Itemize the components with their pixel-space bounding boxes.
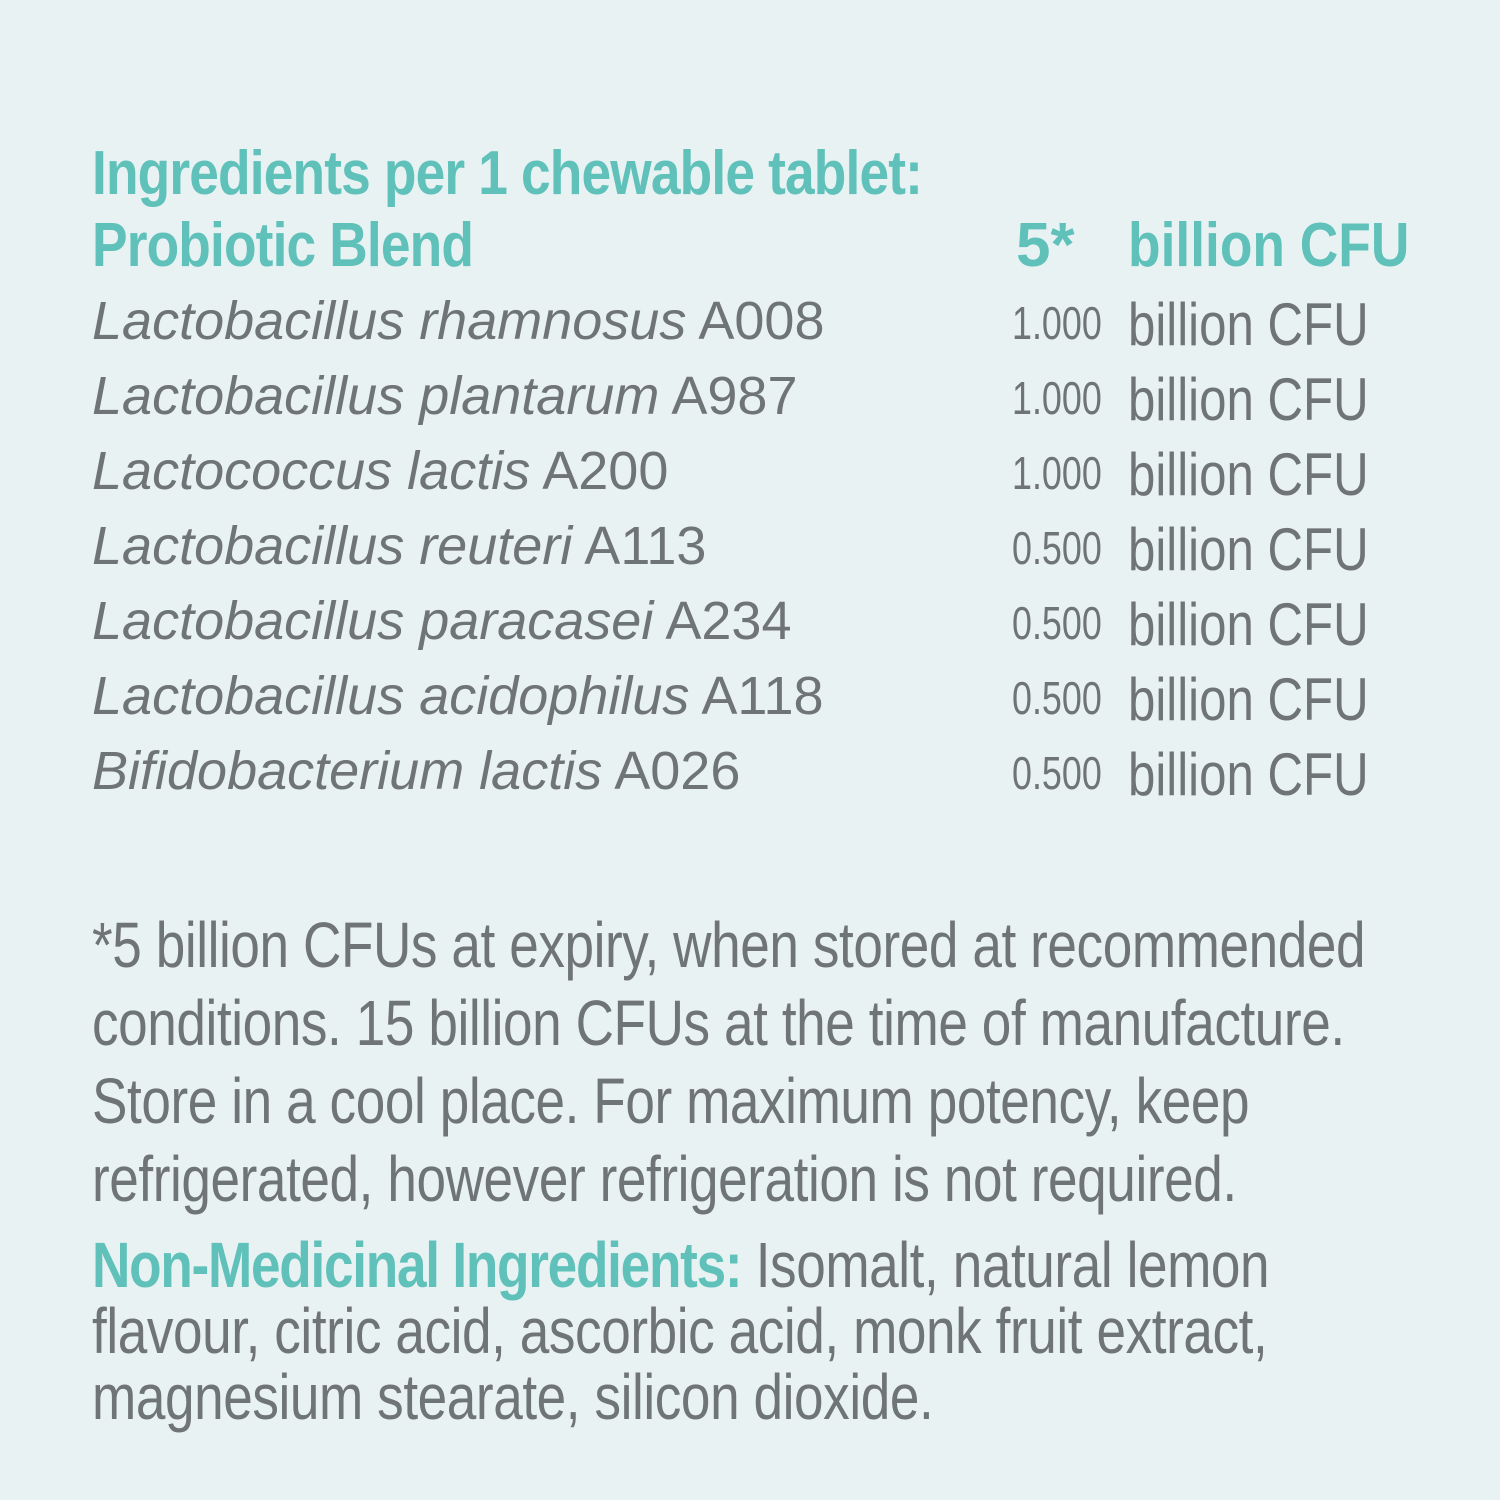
strain-amount: 1.000 xyxy=(1012,372,1102,424)
strain-name xyxy=(92,590,792,652)
strain-list xyxy=(92,290,1392,815)
storage-footnote: *5 billion CFUs at expiry, when stored at recommended conditions. 15 billion CFUs at the time of manufacture. Store in a cool place. For maximum potency, keep refrigerated, however refrigeration is not required. xyxy=(92,909,1366,1215)
strain-amount: 1.000 xyxy=(1012,297,1102,349)
strain-unit: billion CFU xyxy=(1128,666,1369,733)
strain-code: A987 xyxy=(671,366,798,426)
ingredients-title: Ingredients per 1 chewable tablet: xyxy=(92,139,923,208)
strain-code: A026 xyxy=(614,741,741,801)
non-medicinal-text: Isomalt, natural lemon flavour, citric acid, ascorbic acid, monk fruit extract, magnesium stearate, silicon dioxide. xyxy=(92,1229,1270,1433)
strain-code: A008 xyxy=(698,291,825,351)
strain-species: Lactobacillus rhamnosus xyxy=(92,291,687,351)
strain-row xyxy=(92,590,1392,665)
strain-amount: 0.500 xyxy=(1012,672,1102,724)
strain-row xyxy=(92,290,1392,365)
strain-code: A118 xyxy=(701,666,824,726)
strain-species: Lactobacillus paracasei xyxy=(92,591,654,651)
strain-row xyxy=(92,515,1392,590)
strain-unit: billion CFU xyxy=(1128,591,1369,658)
non-medicinal-ingredients xyxy=(92,1229,1403,1433)
strain-species: Lactobacillus acidophilus xyxy=(92,666,690,726)
strain-unit: billion CFU xyxy=(1128,366,1369,433)
strain-name xyxy=(92,440,668,502)
blend-name: Probiotic Blend xyxy=(92,211,474,280)
probiotic-blend-row xyxy=(92,210,1410,280)
strain-species: Bifidobacterium lactis xyxy=(92,741,603,801)
strain-name xyxy=(92,365,797,427)
strain-row xyxy=(92,365,1392,440)
strain-unit: billion CFU xyxy=(1128,441,1369,508)
strain-amount: 0.500 xyxy=(1012,597,1102,649)
strain-amount: 0.500 xyxy=(1012,747,1102,799)
strain-name xyxy=(92,740,740,802)
strain-amount: 1.000 xyxy=(1012,447,1102,499)
strain-row xyxy=(92,440,1392,515)
strain-species: Lactobacillus reuteri xyxy=(92,516,573,576)
strain-name xyxy=(92,515,706,577)
blend-unit: billion CFU xyxy=(1128,211,1410,280)
strain-amount: 0.500 xyxy=(1012,522,1102,574)
non-medicinal-label: Non-Medicinal Ingredients: xyxy=(92,1229,742,1301)
strain-code: A234 xyxy=(665,591,792,651)
strain-unit: billion CFU xyxy=(1128,516,1369,583)
strain-code: A113 xyxy=(584,516,707,576)
strain-species: Lactococcus lactis xyxy=(92,441,531,501)
strain-name xyxy=(92,665,824,727)
strain-row xyxy=(92,740,1392,815)
strain-unit: billion CFU xyxy=(1128,291,1369,358)
blend-amount: 5* xyxy=(1016,211,1075,280)
strain-unit: billion CFU xyxy=(1128,741,1369,808)
strain-row xyxy=(92,665,1392,740)
strain-code: A200 xyxy=(542,441,669,501)
strain-species: Lactobacillus plantarum xyxy=(92,366,660,426)
strain-name xyxy=(92,290,824,352)
